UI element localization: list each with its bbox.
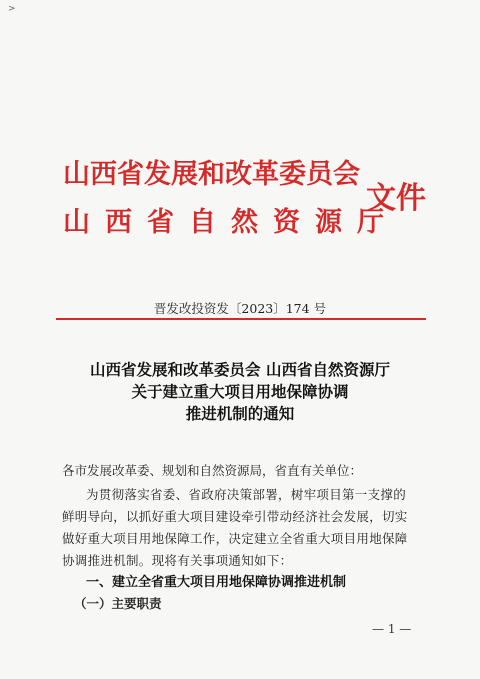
salutation: 各市发展改革委、规划和自然资源局，省直有关单位： <box>62 463 363 478</box>
paragraph-line-3: 做好重大项目用地保障工作，决定建立全省重大项目用地保障 <box>62 531 408 546</box>
document-number: 晋发改投资发〔2023〕174 号 <box>153 301 327 316</box>
paragraph-line-1: 为贯彻落实省委、省政府决策部署，树牢项目第一支撑的 <box>86 487 407 502</box>
document-type-label: 文件 <box>366 181 426 216</box>
document-title-line-3: 推进机制的通知 <box>185 405 295 423</box>
page-number: — 1 — <box>372 622 412 636</box>
document-title-line-1: 山西省发展和改革委员会 山西省自然资源厅 <box>90 361 390 379</box>
issuer-name-ndrc: 山西省发展和改革委员会 <box>63 159 360 190</box>
subsection-heading-1: （一）主要职责 <box>74 596 162 611</box>
red-divider-line <box>56 318 426 320</box>
document-title-line-2: 关于建立重大项目用地保障协调 <box>131 383 349 401</box>
corner-mark: > <box>8 4 16 14</box>
paragraph-line-4: 协调推进机制。现将有关事项通知如下： <box>62 553 293 568</box>
issuer-name-natural-resources: 山西省自然资源厅 <box>63 207 399 238</box>
section-heading-1: 一、建立全省重大项目用地保障协调推进机制 <box>86 575 347 590</box>
paragraph-line-2: 鲜明导向，以抓好重大项目建设牵引带动经济社会发展，切实 <box>62 509 408 524</box>
